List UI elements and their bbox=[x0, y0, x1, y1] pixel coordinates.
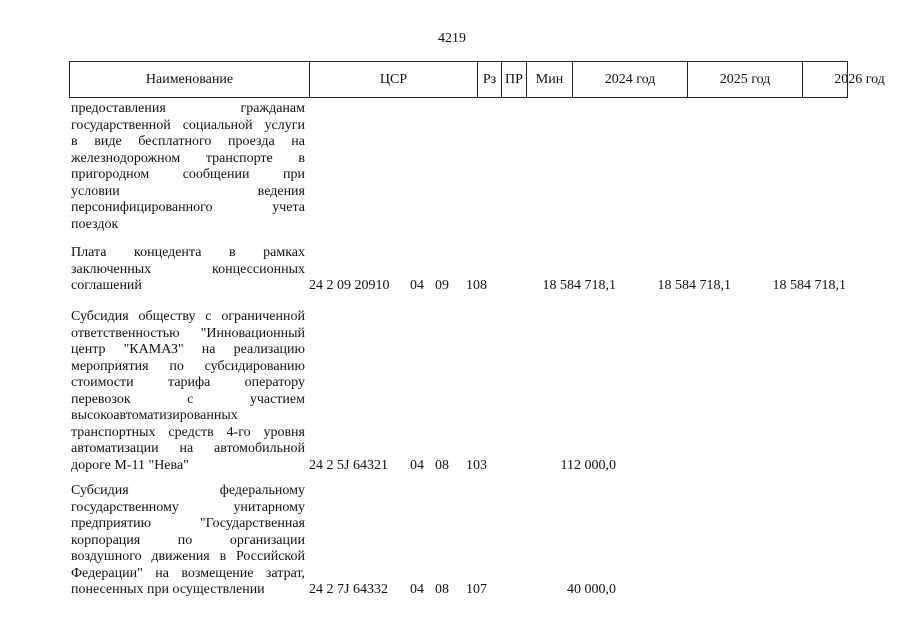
row-name-line: корпорация по организации bbox=[71, 532, 305, 548]
row-pr: 08 bbox=[435, 457, 449, 473]
row-name-line: государственной социальной услуги bbox=[71, 117, 305, 133]
row-name-line: пригородном сообщении при bbox=[71, 167, 305, 182]
row-csr: 24 2 5J 64321 bbox=[309, 457, 388, 473]
row-name bbox=[71, 483, 305, 599]
row-csr: 24 2 7J 64332 bbox=[309, 582, 388, 597]
row-rz: 04 bbox=[410, 278, 424, 293]
table-header bbox=[69, 61, 885, 98]
row-min: 108 bbox=[466, 278, 487, 293]
row-name-line: понесенных при осуществлении bbox=[71, 582, 265, 597]
row-name-line: мероприятия по субсидированию bbox=[71, 358, 305, 374]
row-name-line: персонифицированного учета bbox=[71, 200, 305, 215]
header-2025: 2025 год bbox=[688, 62, 803, 97]
header-name: Наименование bbox=[70, 62, 310, 97]
row-name-line: поездок bbox=[71, 216, 119, 232]
row-name-line: высокоавтоматизированных bbox=[71, 408, 238, 423]
row-name-line: Плата концедента в рамках bbox=[71, 245, 305, 260]
row-name-line: Федерации" на возмещение затрат, bbox=[71, 565, 305, 581]
row-name-line: Субсидия федеральному bbox=[71, 483, 305, 498]
row-name-line: государственному унитарному bbox=[71, 499, 305, 515]
row-y2024: 40 000,0 bbox=[567, 582, 616, 597]
row-rz: 04 bbox=[410, 582, 424, 597]
row-name-line: автоматизации на автомобильной bbox=[71, 441, 305, 456]
row-name-line: ответственностью "Инновационный bbox=[71, 325, 305, 341]
row-name-line: заключенных концессионных bbox=[71, 261, 305, 277]
header-rz: Рз bbox=[478, 62, 502, 97]
page-number: 4219 bbox=[438, 31, 466, 46]
header-2026: 2026 год bbox=[834, 72, 885, 87]
row-name-line: железнодорожном транспорте в bbox=[71, 150, 305, 166]
row-min: 107 bbox=[466, 582, 487, 597]
header-pr: ПР bbox=[502, 62, 527, 97]
row-y2026: 18 584 718,1 bbox=[772, 278, 846, 293]
row-name-line: воздушного движения в Российской bbox=[71, 549, 305, 564]
row-name-line: условии ведения bbox=[71, 183, 305, 199]
row-name-line: соглашений bbox=[71, 278, 142, 293]
row-y2024: 112 000,0 bbox=[560, 457, 616, 473]
row-pr: 08 bbox=[435, 582, 449, 597]
row-name-line: предприятию "Государственная bbox=[71, 516, 305, 531]
row-name bbox=[71, 309, 305, 474]
header-csr: ЦСР bbox=[310, 62, 478, 97]
row-pr: 09 bbox=[435, 278, 449, 293]
header-2024: 2024 год bbox=[573, 62, 688, 97]
row-name-line: транспортных средств 4-го уровня bbox=[71, 424, 305, 440]
row-y2025: 18 584 718,1 bbox=[657, 278, 731, 293]
row-name-line: Субсидия обществу с ограниченной bbox=[71, 309, 305, 324]
row-name-line: предоставления гражданам bbox=[71, 101, 305, 116]
row-name-line: дороге М-11 "Нева" bbox=[71, 457, 189, 473]
row-rz: 04 bbox=[410, 457, 424, 473]
row-y2024: 18 584 718,1 bbox=[542, 278, 616, 293]
row-name bbox=[71, 245, 305, 295]
row-csr: 24 2 09 20910 bbox=[309, 278, 390, 293]
row-name-line: центр "КАМАЗ" на реализацию bbox=[71, 342, 305, 357]
row-name-line: в виде бесплатного проезда на bbox=[71, 134, 305, 149]
row-name bbox=[71, 101, 305, 233]
row-name-line: перевозок с участием bbox=[71, 391, 305, 407]
header-min: Мин bbox=[527, 62, 573, 97]
row-min: 103 bbox=[466, 457, 487, 473]
row-name-line: стоимости тарифа оператору bbox=[71, 375, 305, 390]
